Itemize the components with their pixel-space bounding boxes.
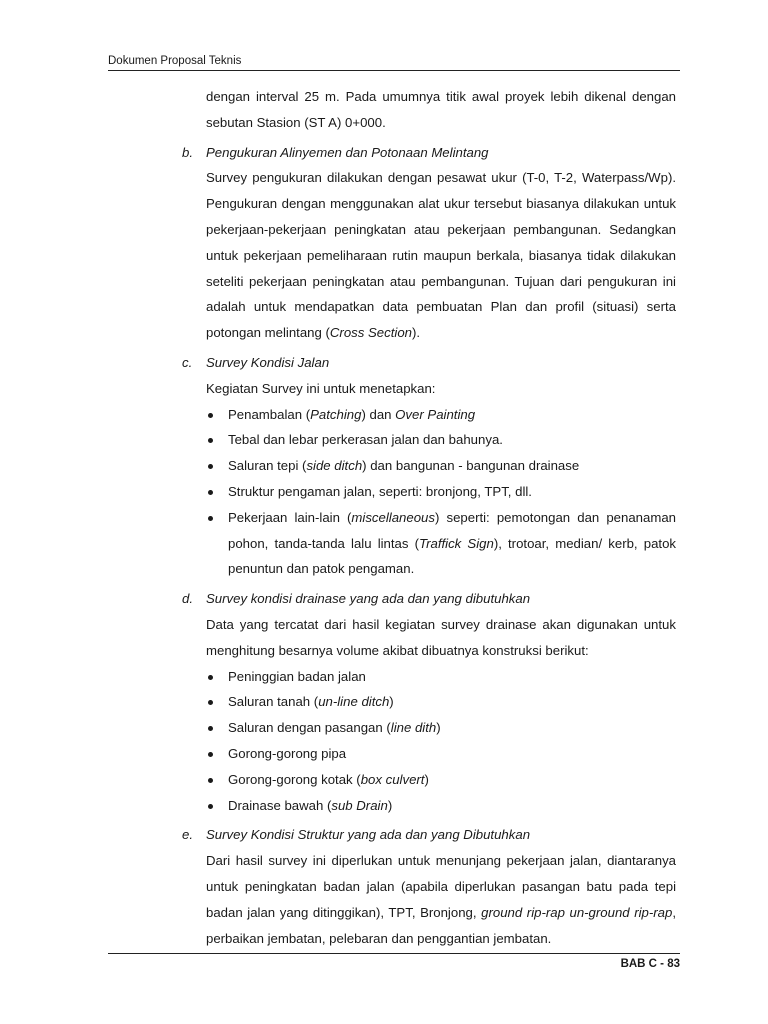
italic-term: Over Painting bbox=[395, 406, 476, 422]
list-item bbox=[206, 793, 676, 819]
section-b-text-2: ). bbox=[412, 325, 421, 341]
text: Saluran tepi ( bbox=[228, 458, 307, 474]
section-d-letter: d. bbox=[182, 591, 193, 607]
section-e-text-1: Dari hasil survey ini diperlukan untuk menunjang pekerjaan jalan, diantaranya untuk peningkatan badan jalan (apabila diperlukan pasangan batu pada tepi badan jalan yang ditinggikan), TPT, Bronjong, bbox=[206, 853, 676, 920]
text: ) bbox=[387, 797, 393, 813]
list-item bbox=[206, 479, 676, 505]
section-b-title: Pengukuran Alinyemen dan Potonaan Melintang bbox=[206, 144, 489, 160]
section-d-list bbox=[206, 664, 676, 819]
section-c-intro: Kegiatan Survey ini untuk menetapkan: bbox=[206, 380, 436, 396]
text: ) dan bbox=[361, 406, 396, 422]
document-title: Dokumen Proposal Teknis bbox=[108, 55, 242, 67]
italic-term: miscellaneous bbox=[351, 509, 435, 525]
section-b-italic-term: Cross Section bbox=[329, 325, 412, 341]
list-item bbox=[206, 767, 676, 793]
list-item bbox=[206, 689, 676, 715]
page-header bbox=[108, 54, 680, 71]
section-e-italic-term: ground rip-rap un-ground rip-rap bbox=[481, 904, 673, 920]
section-e-paragraph bbox=[206, 848, 676, 951]
text: Struktur pengaman jalan, seperti: bronjong, TPT, dll. bbox=[228, 483, 532, 499]
list-item bbox=[206, 402, 676, 428]
section-b-paragraph bbox=[206, 165, 676, 346]
text: Peninggian badan jalan bbox=[228, 668, 366, 684]
text: ) bbox=[389, 694, 394, 710]
text: Tebal dan lebar perkerasan jalan dan bahunya. bbox=[228, 432, 503, 448]
section-c-heading bbox=[182, 350, 676, 376]
page-footer bbox=[108, 953, 680, 970]
text: Saluran tanah ( bbox=[228, 694, 319, 710]
page-body bbox=[182, 84, 676, 951]
text: Saluran dengan pasangan ( bbox=[228, 720, 391, 736]
text: ) seperti: pemotongan dan penanaman pohon, tanda-tanda lalu lintas ( bbox=[228, 509, 676, 551]
text: ) bbox=[436, 720, 441, 736]
list-item bbox=[206, 664, 676, 690]
section-e-title: Survey Kondisi Struktur yang ada dan yang Dibutuhkan bbox=[206, 827, 531, 843]
list-item bbox=[206, 427, 676, 453]
text: Gorong-gorong pipa bbox=[228, 745, 347, 761]
section-b-letter: b. bbox=[182, 144, 193, 160]
text: ) dan bangunan - bangunan drainase bbox=[362, 458, 580, 474]
section-e-heading bbox=[182, 822, 676, 848]
section-e-text-2: , perbaikan jembatan, pelebaran dan penggantian jembatan. bbox=[206, 904, 676, 946]
list-item bbox=[206, 715, 676, 741]
text: Penambalan ( bbox=[228, 406, 311, 422]
text: Pekerjaan lain-lain ( bbox=[228, 509, 352, 525]
section-b-heading bbox=[182, 140, 676, 166]
text: ), trotoar, median/ kerb, patok penuntun dan patok pengaman. bbox=[228, 535, 676, 577]
italic-term: side ditch bbox=[306, 458, 363, 474]
text: ) bbox=[424, 771, 429, 787]
italic-term: box culvert bbox=[360, 771, 425, 787]
italic-term: Patching bbox=[310, 406, 362, 422]
page-number: BAB C - 83 bbox=[620, 958, 680, 970]
italic-term: Traffick Sign bbox=[419, 535, 494, 551]
section-d-intro: Data yang tercatat dari hasil kegiatan survey drainase akan digunakan untuk menghitung besarnya volume akibat dibuatnya konstruksi berikut: bbox=[206, 616, 676, 658]
section-c-letter: c. bbox=[182, 354, 193, 370]
section-b-text-1: Survey pengukuran dilakukan dengan pesawat ukur (T-0, T-2, Waterpass/Wp). Pengukuran dengan menggunakan alat ukur tersebut biasanya dilakukan untuk pekerjaan-pekerjaan peningkatan atau pekerjaan pembangunan. Sedangkan untuk pekerjaan pemeliharaan rutin maupun berkala, biasanya tidak dilakukan seteliti pekerjaan peningkatan atau pembangunan. Tujuan dari pengukuran ini adalah untuk mendapatkan data pembuatan Plan dan profil (situasi) serta potongan melintang ( bbox=[206, 170, 676, 341]
list-item bbox=[206, 505, 676, 582]
section-d-title: Survey kondisi drainase yang ada dan yang dibutuhkan bbox=[206, 591, 531, 607]
list-item bbox=[206, 741, 676, 767]
text: Gorong-gorong kotak ( bbox=[228, 771, 361, 787]
text: Drainase bawah ( bbox=[228, 797, 332, 813]
list-item bbox=[206, 453, 676, 479]
section-c-title: Survey Kondisi Jalan bbox=[206, 354, 330, 370]
italic-term: line dith bbox=[390, 720, 437, 736]
intro-paragraph: dengan interval 25 m. Pada umumnya titik awal proyek lebih dikenal dengan sebutan Stasion (ST A) 0+000. bbox=[206, 89, 676, 130]
section-c-list bbox=[206, 402, 676, 583]
italic-term: un-line ditch bbox=[318, 694, 390, 710]
italic-term: sub Drain bbox=[331, 797, 388, 813]
section-d-heading bbox=[182, 586, 676, 612]
section-e-letter: e. bbox=[182, 827, 193, 843]
